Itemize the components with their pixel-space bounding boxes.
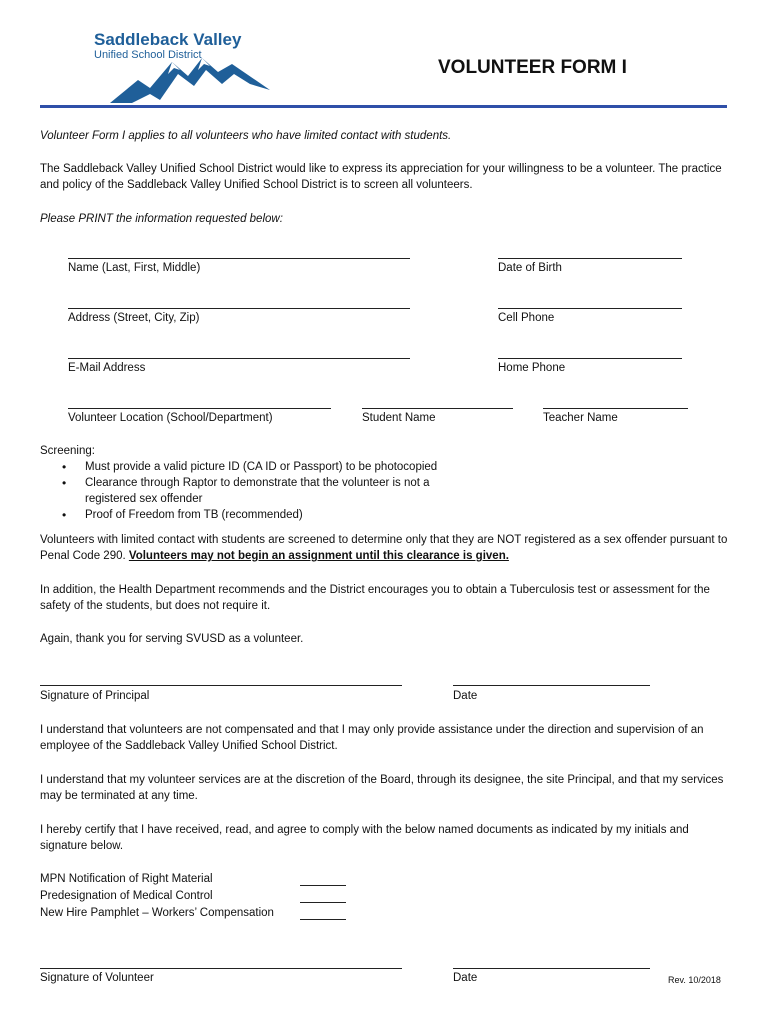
limited-contact-paragraph [40, 532, 730, 564]
thanks-text: Again, thank you for serving SVUSD as a volunteer. [40, 633, 304, 645]
clearance-warning: Volunteers may not begin an assignment until this clearance is given. [128, 550, 509, 562]
volunteer-date-label: Date [453, 972, 478, 984]
initials-line-pamphlet[interactable] [300, 919, 346, 920]
student-label: Student Name [362, 412, 436, 424]
teacher-label: Teacher Name [543, 412, 618, 424]
name-line[interactable] [68, 258, 410, 259]
screening-list [60, 459, 480, 523]
address-label: Address (Street, City, Zip) [68, 312, 200, 324]
location-label: Volunteer Location (School/Department) [68, 412, 273, 424]
discretion-paragraph: I understand that my volunteer services are at the discretion of the Board, through its designee, the site Principal, and that my services may be terminated at any time. [40, 774, 724, 802]
page-title: VOLUNTEER FORM I [438, 57, 627, 78]
principal-date-line[interactable] [453, 685, 650, 686]
list-item: • Proof of Freedom from TB (recommended) [60, 507, 480, 523]
initials-line-medical[interactable] [300, 902, 346, 903]
name-label: Name (Last, First, Middle) [68, 262, 201, 274]
document-item-pamphlet: New Hire Pamphlet – Workers’ Compensation [40, 907, 274, 919]
location-line[interactable] [68, 408, 331, 409]
print-instruction: Please PRINT the information requested below: [40, 213, 283, 225]
dob-label: Date of Birth [498, 262, 562, 274]
district-logo-subtitle: Unified School District [94, 49, 202, 61]
home-phone-label: Home Phone [498, 362, 566, 374]
volunteer-signature-label: Signature of Volunteer [40, 972, 154, 984]
compensation-paragraph: I understand that volunteers are not compensated and that I may only provide assistance under the direction and supervision of an employee of the Saddleback Valley Unified School District. [40, 724, 704, 752]
teacher-line[interactable] [543, 408, 688, 409]
principal-date-label: Date [453, 690, 478, 702]
document-item-medical: Predesignation of Medical Control [40, 890, 213, 902]
initials-line-mpn[interactable] [300, 885, 346, 886]
address-line[interactable] [68, 308, 410, 309]
cell-label: Cell Phone [498, 312, 555, 324]
email-label: E-Mail Address [68, 362, 146, 374]
volunteer-signature-line[interactable] [40, 968, 402, 969]
document-item-mpn: MPN Notification of Right Material [40, 873, 213, 885]
appreciation-text: The Saddleback Valley Unified School District would like to express its appreciation for your willingness to be a volunteer. The practice and policy of the Saddleback Valley Unified School District is to screen all volunteers. [40, 163, 722, 191]
health-paragraph: In addition, the Health Department recommends and the District encourages you to obtain a Tuberculosis test or assessment for the safety of the students, but does not require it. [40, 584, 710, 612]
dob-line[interactable] [498, 258, 682, 259]
volunteer-date-line[interactable] [453, 968, 650, 969]
revision-label: Rev. 10/2018 [668, 975, 721, 985]
principal-signature-line[interactable] [40, 685, 402, 686]
certify-paragraph: I hereby certify that I have received, read, and agree to comply with the below named documents as indicated by my initials and signature below. [40, 824, 689, 852]
student-line[interactable] [362, 408, 513, 409]
list-item: • Must provide a valid picture ID (CA ID or Passport) to be photocopied [60, 459, 480, 475]
screening-heading: Screening: [40, 445, 95, 457]
list-item: • Clearance through Raptor to demonstrate that the volunteer is not a registered sex offender [60, 475, 480, 507]
applies-note: Volunteer Form I applies to all volunteers who have limited contact with students. [40, 130, 452, 142]
principal-signature-label: Signature of Principal [40, 690, 150, 702]
district-logo-name: Saddleback Valley [94, 30, 242, 49]
email-line[interactable] [68, 358, 410, 359]
mountain-logo-icon [110, 50, 275, 106]
cell-line[interactable] [498, 308, 682, 309]
home-phone-line[interactable] [498, 358, 682, 359]
limited-contact-text: Volunteers with limited contact with students are screened to determine only that they are NOT registered as a sex offender pursuant to Penal Code 290. [40, 534, 728, 562]
header-rule [40, 105, 727, 108]
